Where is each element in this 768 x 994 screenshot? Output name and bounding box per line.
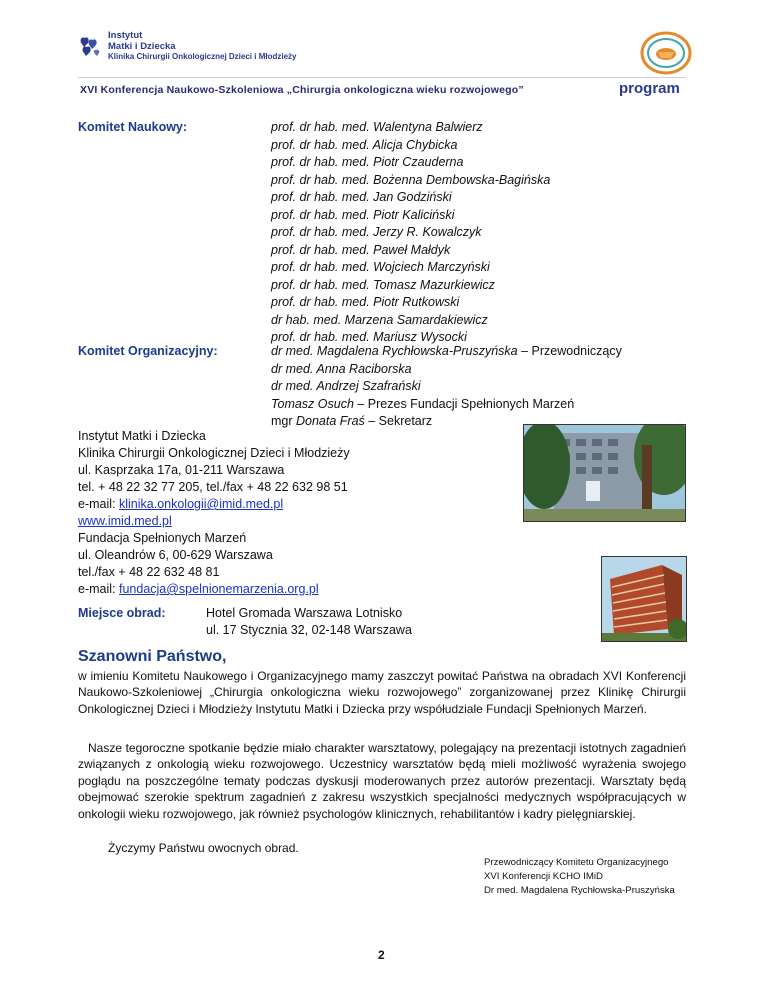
- foundation-email-line: [78, 581, 319, 598]
- header-divider: [78, 77, 686, 78]
- conference-title: XVI Konferencja Naukowo-Szkoleniowa „Chirurgia onkologiczna wieku rozwojowego”: [80, 84, 524, 96]
- organizing-committee-label: Komitet Organizacyjny:: [78, 344, 218, 358]
- foundation-email-link[interactable]: fundacja@spelnionemarzenia.org.pl: [118, 582, 319, 596]
- hotel-photo: [601, 556, 687, 642]
- institute-street: ul. Kasprzaka 17a, 01-211 Warszawa: [78, 463, 285, 477]
- member-role: – Sekretarz: [364, 414, 433, 428]
- committee-member: prof. dr hab. med. Wojciech Marczyński: [271, 260, 490, 274]
- clinic-name: Klinika Chirurgii Onkologicznej Dzieci i Młodzieży: [78, 446, 350, 460]
- venue-hotel: Hotel Gromada Warszawa Lotnisko: [206, 606, 403, 620]
- organizing-committee-list: [271, 343, 622, 431]
- committee-member: prof. dr hab. med. Tomasz Mazurkiewicz: [271, 277, 495, 292]
- committee-member: prof. dr hab. med. Jan Godziński: [271, 190, 452, 204]
- venue-address: [206, 605, 412, 639]
- scientific-committee-list: [271, 119, 550, 347]
- email-prefix: e-mail:: [78, 497, 119, 511]
- foundation-address: [78, 530, 319, 598]
- institute-logo-hearts-icon: [78, 34, 104, 58]
- foundation-street: ul. Oleandrów 6, 00-629 Warszawa: [78, 548, 273, 562]
- committee-member: prof. dr hab. med. Bożenna Dembowska-Bagińska: [271, 172, 551, 187]
- committee-member: prof. dr hab. med. Piotr Czauderna: [271, 155, 464, 169]
- committee-member: prof. dr hab. med. Piotr Kaliciński: [271, 207, 455, 222]
- institute-phone: tel. + 48 22 32 77 205, tel./fax + 48 22 632 98 51: [78, 480, 348, 494]
- organizing-member: [271, 378, 622, 396]
- organizing-member: [271, 396, 622, 414]
- member-name: Donata Fraś: [296, 414, 365, 428]
- member-title-prefix: mgr: [271, 414, 296, 428]
- signature-line: XVI Konferencji KCHO IMiD: [484, 871, 603, 882]
- institute-email-link[interactable]: klinika.onkologii@imid.med.pl: [118, 497, 284, 511]
- foundation-phone: tel./fax + 48 22 632 48 81: [78, 565, 220, 579]
- letter-paragraph-2: Nasze tegoroczne spotkanie będzie miało charakter warsztatowy, polegający na prezentacji istotnych zagadnień związanych z onkologią wieku rozwojowego. Uczestnicy warsztatów będą mieli możliwość wyrażenia swojego poglądu na poszczególne tematy podczas dyskusji moderowanych przez autorów prezentacji. Warsztaty będą obejmować szerokie spektrum zagadnień z zakresu wszystkich specjalności medycznych współpracujących w onkologii wieku rozwojowego, jak również psychologów klinicznych, rehabilitantów i kadry pielęgniarskiej.: [78, 741, 686, 821]
- organizing-member: [271, 343, 622, 361]
- member-name: dr med. Andrzej Szafrański: [271, 379, 421, 393]
- page-number: 2: [378, 948, 385, 962]
- institute-email-line: [78, 496, 350, 513]
- letter-paragraph-1: w imieniu Komitetu Naukowego i Organizacyjnego mamy zaszczyt powitać Państwa na obradach XVI Konferencji Naukowo-Szkoleniowej „Chirurgia onkologiczna wieku rozwojowego” zorganizowanej przez Klinikę Chirurgii Onkologicznej Dzieci i Młodzieży Instytutu Matki i Dziecka przy współudziale Fundacji Spełnionych Marzeń.: [78, 669, 686, 716]
- logo-line-1: Instytut: [108, 30, 143, 41]
- member-name: dr med. Anna Raciborska: [271, 361, 412, 376]
- institute-address: [78, 428, 350, 530]
- venue-label: Miejsce obrad:: [78, 606, 166, 620]
- committee-member: dr hab. med. Marzena Samardakiewicz: [271, 312, 488, 327]
- letter-closing: Życzymy Państwu owocnych obrad.: [108, 841, 299, 855]
- institute-building-photo: [523, 424, 686, 522]
- institute-name: Instytut Matki i Dziecka: [78, 429, 206, 443]
- greeting-heading: Szanowni Państwo,: [78, 648, 227, 665]
- section-word: program: [619, 80, 680, 97]
- scientific-committee-label: Komitet Naukowy:: [78, 120, 188, 134]
- venue-street: ul. 17 Stycznia 32, 02-148 Warszawa: [206, 623, 412, 637]
- organizing-member: [271, 361, 622, 379]
- signature-line: Dr med. Magdalena Rychłowska-Pruszyńska: [484, 885, 675, 896]
- logo-line-3: Klinika Chirurgii Onkologicznej Dzieci i Młodzieży: [108, 52, 297, 61]
- institute-website-link[interactable]: www.imid.med.pl: [78, 514, 172, 528]
- member-name: dr med. Magdalena Rychłowska-Pruszyńska: [271, 344, 518, 358]
- institute-logo-text: [108, 31, 296, 63]
- committee-member: prof. dr hab. med. Piotr Rutkowski: [271, 295, 460, 309]
- signature-line: Przewodniczący Komitetu Organizacyjnego: [484, 857, 669, 868]
- committee-member: prof. dr hab. med. Alicja Chybicka: [271, 137, 458, 152]
- member-name: Tomasz Osuch: [271, 396, 354, 411]
- member-role: – Prezes Fundacji Spełnionych Marzeń: [353, 396, 575, 411]
- committee-member: prof. dr hab. med. Paweł Małdyk: [271, 242, 451, 257]
- member-role: – Przewodniczący: [517, 344, 622, 358]
- institute-building-image: [524, 425, 685, 521]
- committee-member: prof. dr hab. med. Mariusz Wysocki: [271, 330, 467, 344]
- logo-line-2: Matki i Dziecka: [108, 40, 176, 52]
- committee-member: prof. dr hab. med. Walentyna Balwierz: [271, 120, 483, 134]
- hotel-building-image: [602, 557, 686, 641]
- committee-member: prof. dr hab. med. Jerzy R. Kowalczyk: [271, 225, 482, 239]
- signature-block: [484, 856, 675, 898]
- email-prefix: e-mail:: [78, 582, 119, 596]
- foundation-badge-logo-icon: [638, 30, 694, 76]
- foundation-name: Fundacja Spełnionych Marzeń: [78, 531, 247, 545]
